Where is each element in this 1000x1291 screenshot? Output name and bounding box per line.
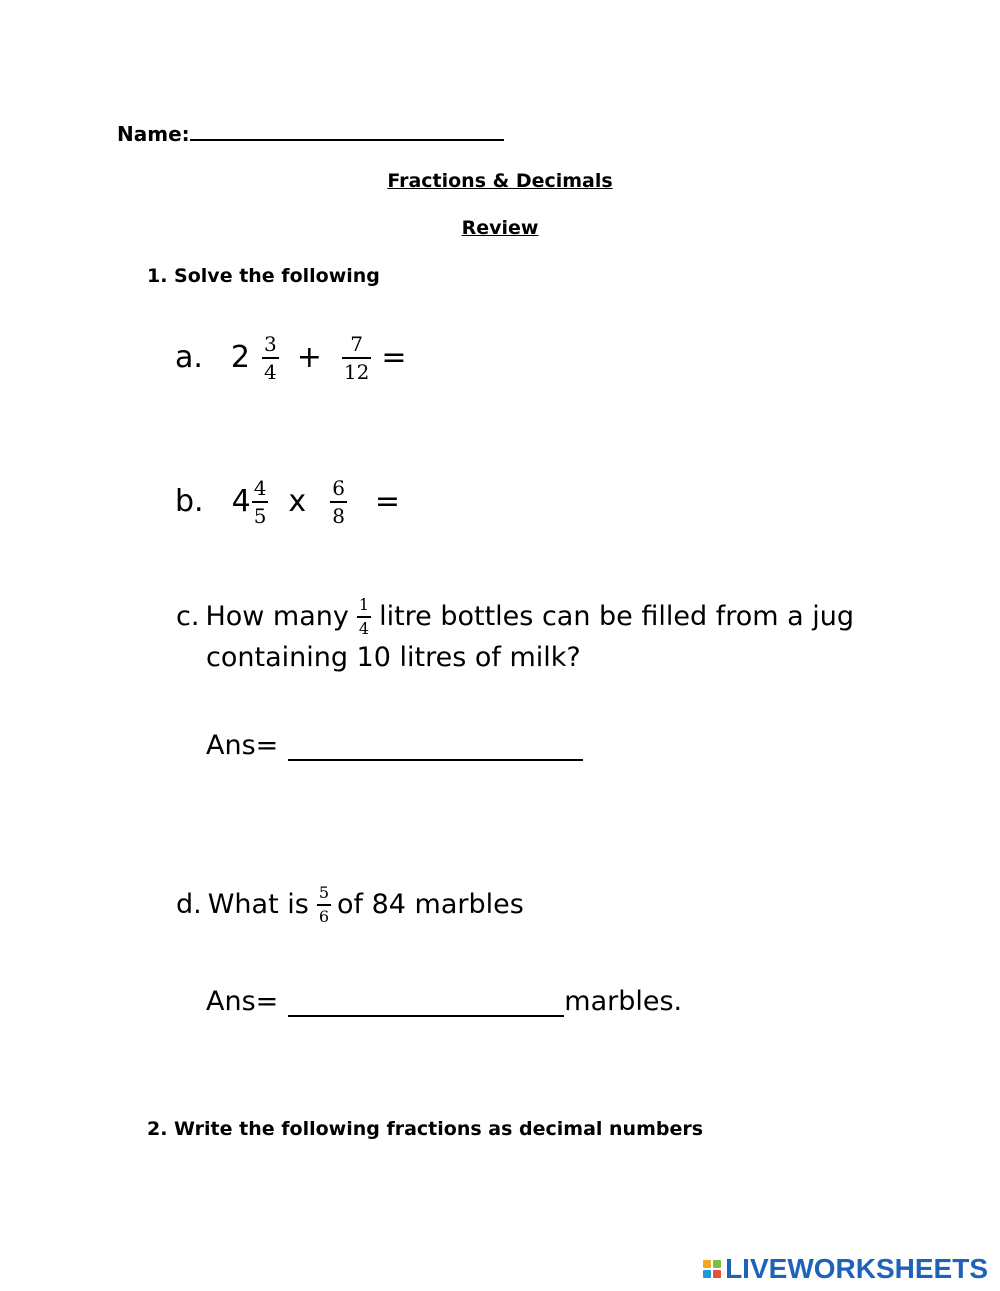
name-blank-line[interactable] [190,121,504,141]
problem-b-label: b. [175,484,204,520]
problem-b [175,478,400,526]
problem-c [176,597,854,637]
problem-b-operator: x [288,484,307,520]
logo-text: LIVEWORKSHEETS [725,1253,988,1284]
problem-c-ans-label: Ans= [206,730,279,761]
problem-d-fraction: $\frac{5}{6}$ [318,883,330,926]
problem-a [175,334,406,382]
problem-a-label: a. [175,340,203,376]
problem-c-answer [206,730,583,761]
question-2-heading: 2. Write the following fractions as decimal numbers [147,1118,704,1140]
problem-a-fraction-2: $\frac{7}{12}$ [343,332,370,384]
problem-c-text-after: litre bottles can be filled from a jug [379,601,855,633]
problem-c-line-2: containing 10 litres of milk? [206,642,581,673]
problem-c-answer-blank[interactable] [288,737,583,761]
problem-d-answer-blank[interactable] [288,993,564,1017]
liveworksheets-logo [703,1253,988,1285]
problem-b-equals: = [374,484,401,520]
logo-square-3 [703,1270,711,1278]
problem-b-fraction-1: $\frac{4}{5}$ [253,476,267,528]
problem-c-fraction: $\frac{1}{4}$ [358,595,370,638]
problem-d-ans-suffix: marbles. [564,986,683,1017]
worksheet-subtitle [0,217,1000,239]
problem-b-fraction-2: $\frac{6}{8}$ [332,476,345,528]
problem-a-fraction-1: $\frac{3}{4}$ [264,332,277,384]
problem-b-whole: 4 [231,484,251,520]
problem-d-answer [206,986,682,1017]
worksheet-title [0,170,1000,192]
problem-d [176,885,524,925]
title-text: Fractions & Decimals [387,170,613,192]
problem-d-text-before: What is [207,889,309,921]
problem-a-equals: = [381,340,407,376]
name-field [117,121,504,146]
logo-square-4 [713,1270,721,1278]
subtitle-text: Review [461,217,539,239]
problem-d-text-after: of 84 marbles [337,889,524,921]
problem-d-label: d. [176,889,202,921]
logo-square-1 [703,1260,711,1268]
name-label: Name: [117,122,190,146]
problem-c-label: c. [176,601,200,633]
problem-c-text-before: How many [205,601,349,633]
problem-d-ans-label: Ans= [206,986,279,1017]
logo-square-2 [713,1260,721,1268]
problem-a-whole: 2 [230,340,251,376]
problem-a-operator: + [296,340,322,376]
liveworksheets-logo-icon [703,1260,721,1278]
question-1-heading: 1. Solve the following [147,265,380,287]
